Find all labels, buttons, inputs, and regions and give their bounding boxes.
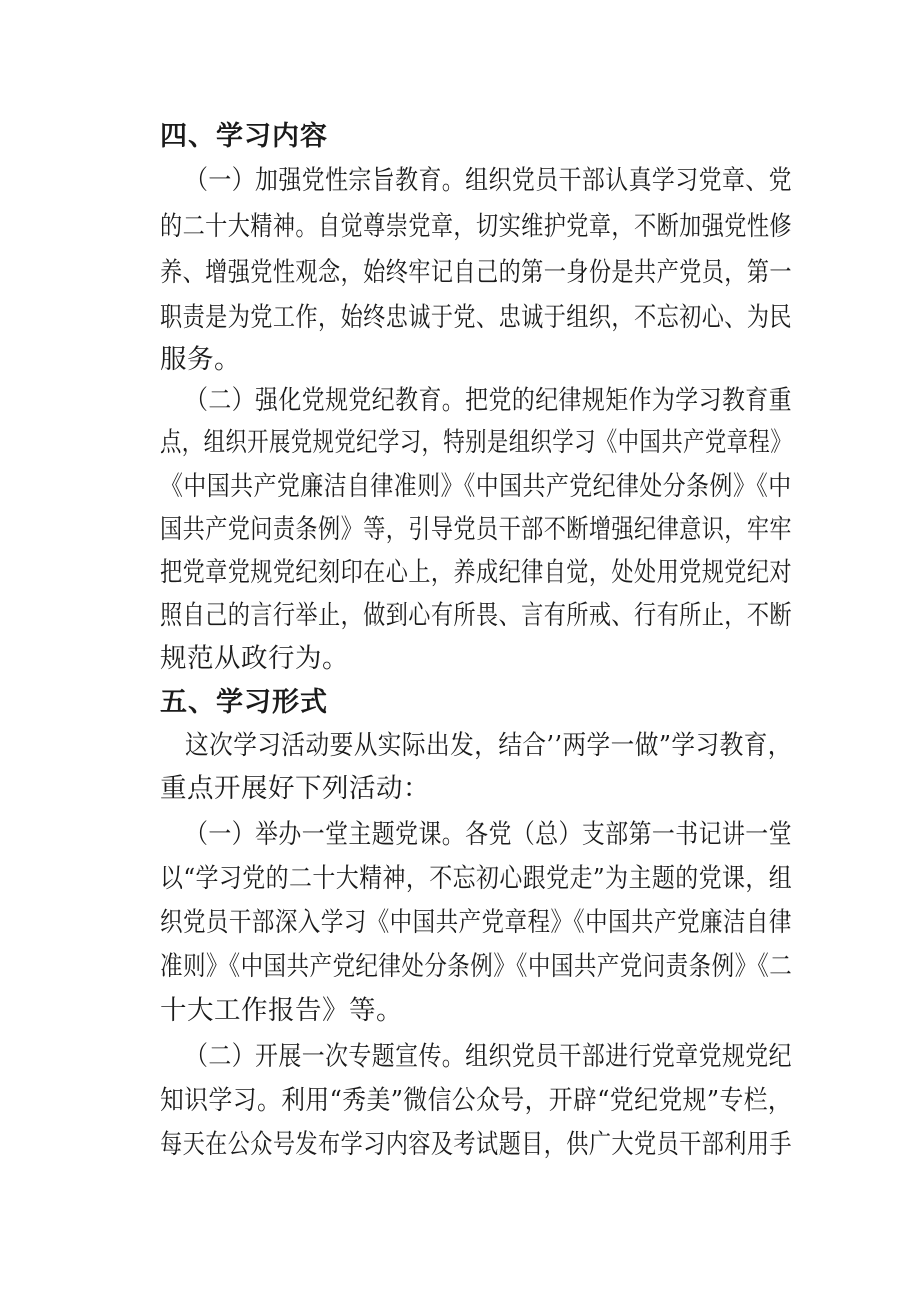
- section-4-item-1-line-1: （一）加强党性宗旨教育。组织党员干部认真学习党章、党: [185, 165, 792, 196]
- section-5-item-1-line-3: 织党员干部深入学习《中国共产党章程》《中国共产党廉洁自律: [160, 907, 792, 938]
- section-5-item-1-line-5: 十大工作报告》等。: [160, 995, 403, 1026]
- section-5-item-1-line-1: （一）举办一堂主题党课。各党（总）支部第一书记讲一堂: [185, 819, 792, 850]
- section-5-item-2-line-2: 知识学习。利用“秀美”微信公众号，开辟“党纪党规”专栏，: [160, 1085, 793, 1116]
- section-4-item-2-line-6: 照自己的言行举止，做到心有所畏、言有所戒、行有所止，不断: [160, 600, 792, 631]
- section-4-item-2-line-2: 点，组织开展党规党纪学习，特别是组织学习《中国共产党章程》: [160, 427, 792, 458]
- section-4-item-2-line-3: 《中国共产党廉洁自律准则》《中国共产党纪律处分条例》《中: [160, 471, 792, 502]
- section-4-item-2-line-4: 国共产党问责条例》等，引导党员干部不断增强纪律意识，牢牢: [160, 514, 792, 545]
- section-5-intro-line-2: 重点开展好下列活动：: [160, 773, 430, 804]
- section-4-item-1-line-5: 服务。: [160, 344, 241, 375]
- section-5-item-1-line-4: 准则》《中国共产党纪律处分条例》《中国共产党问责条例》《二: [160, 951, 793, 982]
- section-4-item-2-line-5: 把党章党规党纪刻印在心上，养成纪律自觉，处处用党规党纪对: [160, 557, 792, 588]
- section-4-item-2-line-7: 规范从政行为。: [160, 643, 349, 674]
- section-4-item-1-line-4: 职责是为党工作，始终忠诚于党、忠诚于组织，不忘初心、为民: [160, 302, 792, 333]
- section-5-item-1-line-2: 以“学习党的二十大精神，不忘初心跟党走”为主题的党课，组: [160, 863, 793, 894]
- section-4-item-2-line-1: （二）强化党规党纪教育。把党的纪律规矩作为学习教育重: [185, 385, 792, 416]
- section-4-heading: 四、学习内容: [160, 121, 328, 152]
- section-4-item-1-line-2: 的二十大精神。自觉尊崇党章，切实维护党章，不断加强党性修: [160, 211, 792, 242]
- section-4-item-1-line-3: 养、增强党性观念，始终牢记自己的第一身份是共产党员，第一: [160, 257, 792, 288]
- section-5-intro-line-1: 这次学习活动要从实际出发，结合’’两学一做”学习教育，: [185, 730, 792, 761]
- section-5-item-2-line-1: （二）开展一次专题宣传。组织党员干部进行党章党规党纪: [185, 1041, 792, 1072]
- section-5-heading: 五、学习形式: [160, 687, 328, 718]
- section-5-item-2-line-3: 每天在公众号发布学习内容及考试题目，供广大党员干部利用手: [160, 1129, 792, 1160]
